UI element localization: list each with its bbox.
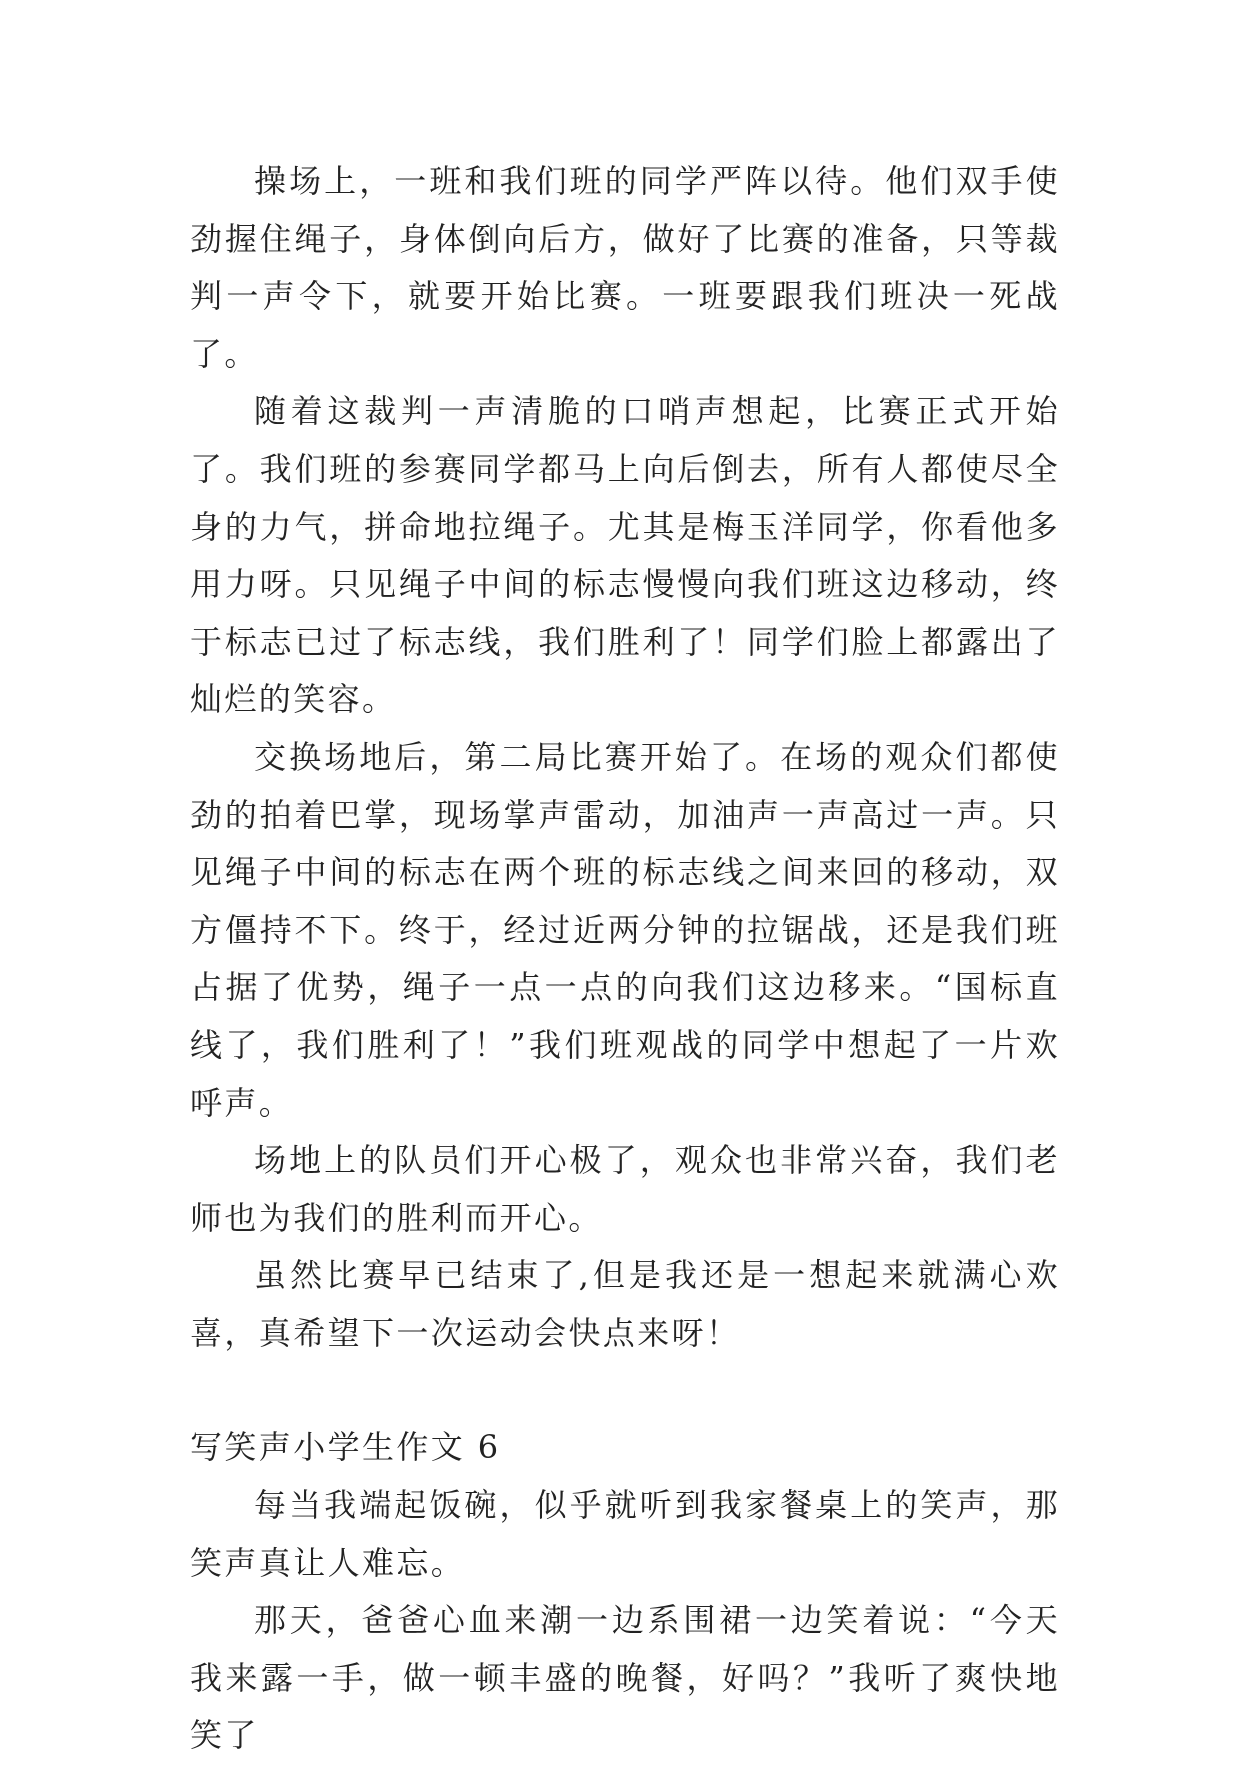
- paragraph: 随着这裁判一声清脆的口哨声想起，比赛正式开始了。我们班的参赛同学都马上向后倒去，所有人都使尽全身的力气，拼命地拉绳子。尤其是梅玉洋同学，你看他多用力呀。只见绳子中间的标志慢慢向我们班这边移动，终于标志已过了标志线，我们胜利了！同学们脸上都露出了灿烂的笑容。: [190, 392, 1060, 719]
- paragraph: 交换场地后，第二局比赛开始了。在场的观众们都使劲的拍着巴掌，现场掌声雷动，加油声一声高过一声。只见绳子中间的标志在两个班的标志线之间来回的移动，双方僵持不下。终于，经过近两分钟的拉锯战，还是我们班占据了优势，绳子一点一点的向我们这边移来。“国标直线了，我们胜利了！”我们班观战的同学中想起了一片欢呼声。: [190, 737, 1060, 1122]
- paragraph: 场地上的队员们开心极了，观众也非常兴奋，我们老师也为我们的胜利而开心。: [190, 1141, 1060, 1237]
- paragraph: 每当我端起饭碗，似乎就听到我家餐桌上的笑声，那笑声真让人难忘。: [190, 1486, 1060, 1582]
- paragraph: 操场上，一班和我们班的同学严阵以待。他们双手使劲握住绳子，身体倒向后方，做好了比赛的准备，只等裁判一声令下，就要开始比赛。一班要跟我们班决一死战了。: [190, 162, 1060, 373]
- paragraph: 虽然比赛早已结束了,但是我还是一想起来就满心欢喜，真希望下一次运动会快点来呀！: [190, 1256, 1060, 1352]
- paragraph: 那天，爸爸心血来潮一边系围裙一边笑着说：“今天我来露一手，做一顿丰盛的晚餐，好吗？”我听了爽快地笑了: [190, 1601, 1060, 1755]
- section-heading: 写笑声小学生作文 6: [190, 1428, 501, 1467]
- document-body: [190, 153, 1060, 1765]
